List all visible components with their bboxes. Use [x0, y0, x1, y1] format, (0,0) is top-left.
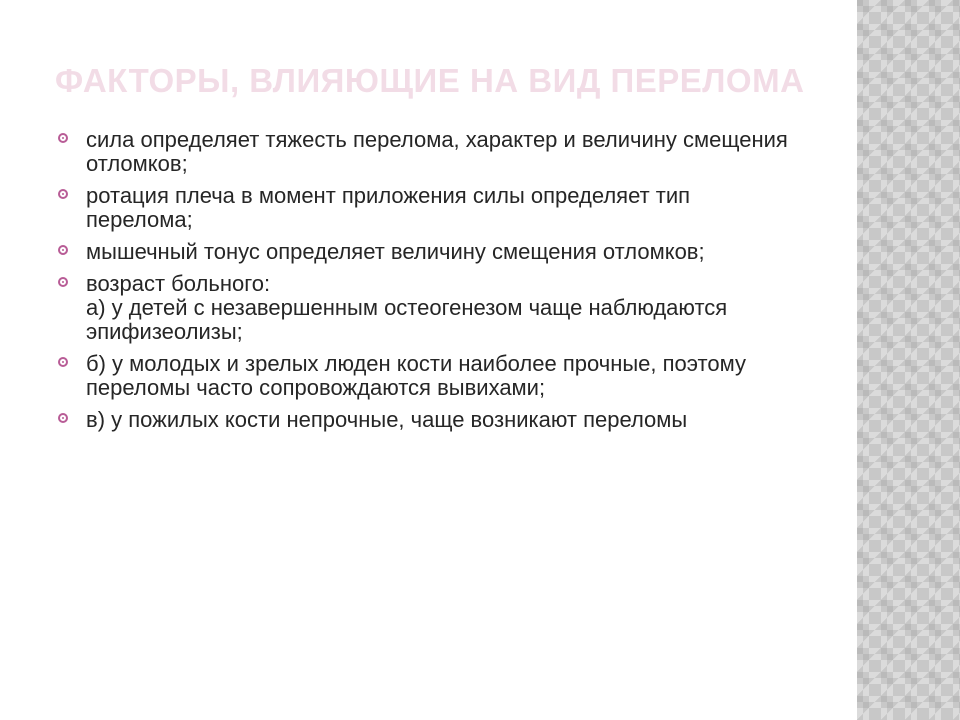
bullet-item: [58, 128, 848, 176]
bullet-item: [58, 352, 848, 400]
bullet-item: [58, 408, 848, 432]
bullet-text-line: б) у молодых и зрелых люден кости наиболее прочные, поэтому: [86, 351, 746, 376]
circle-bullet-icon: [58, 413, 68, 423]
bullet-text-line: в) у пожилых кости непрочные, чаще возникают переломы: [86, 407, 688, 432]
circle-bullet-icon: [58, 357, 68, 367]
bullet-text-line: перелома;: [86, 207, 193, 232]
bullet-item: [58, 184, 848, 232]
bullet-item: [58, 240, 848, 264]
circle-bullet-icon: [58, 245, 68, 255]
circle-bullet-icon: [58, 189, 68, 199]
bullet-item: [58, 272, 848, 344]
bullet-text-line: сила определяет тяжесть перелома, характер и величину смещения: [86, 127, 788, 152]
bullet-text-line: эпифизеолизы;: [86, 319, 243, 344]
circle-bullet-icon: [58, 133, 68, 143]
slide-title: ФАКТОРЫ, ВЛИЯЮЩИЕ НА ВИД ПЕРЕЛОМА: [55, 62, 805, 99]
bullet-text-line: отломков;: [86, 151, 188, 176]
bullet-text-line: переломы часто сопровождаются вывихами;: [86, 375, 546, 400]
bullet-text-line: ротация плеча в момент приложения силы определяет тип: [86, 183, 691, 208]
bullet-text-line: возраст больного:: [86, 271, 271, 296]
bullet-text-line: мышечный тонус определяет величину смещения отломков;: [86, 239, 705, 264]
bullet-text-line: а) у детей с незавершенным остеогенезом чаще наблюдаются: [86, 295, 728, 320]
decorative-side-panel: [857, 0, 960, 720]
bullet-list: [58, 128, 848, 440]
circle-bullet-icon: [58, 277, 68, 287]
